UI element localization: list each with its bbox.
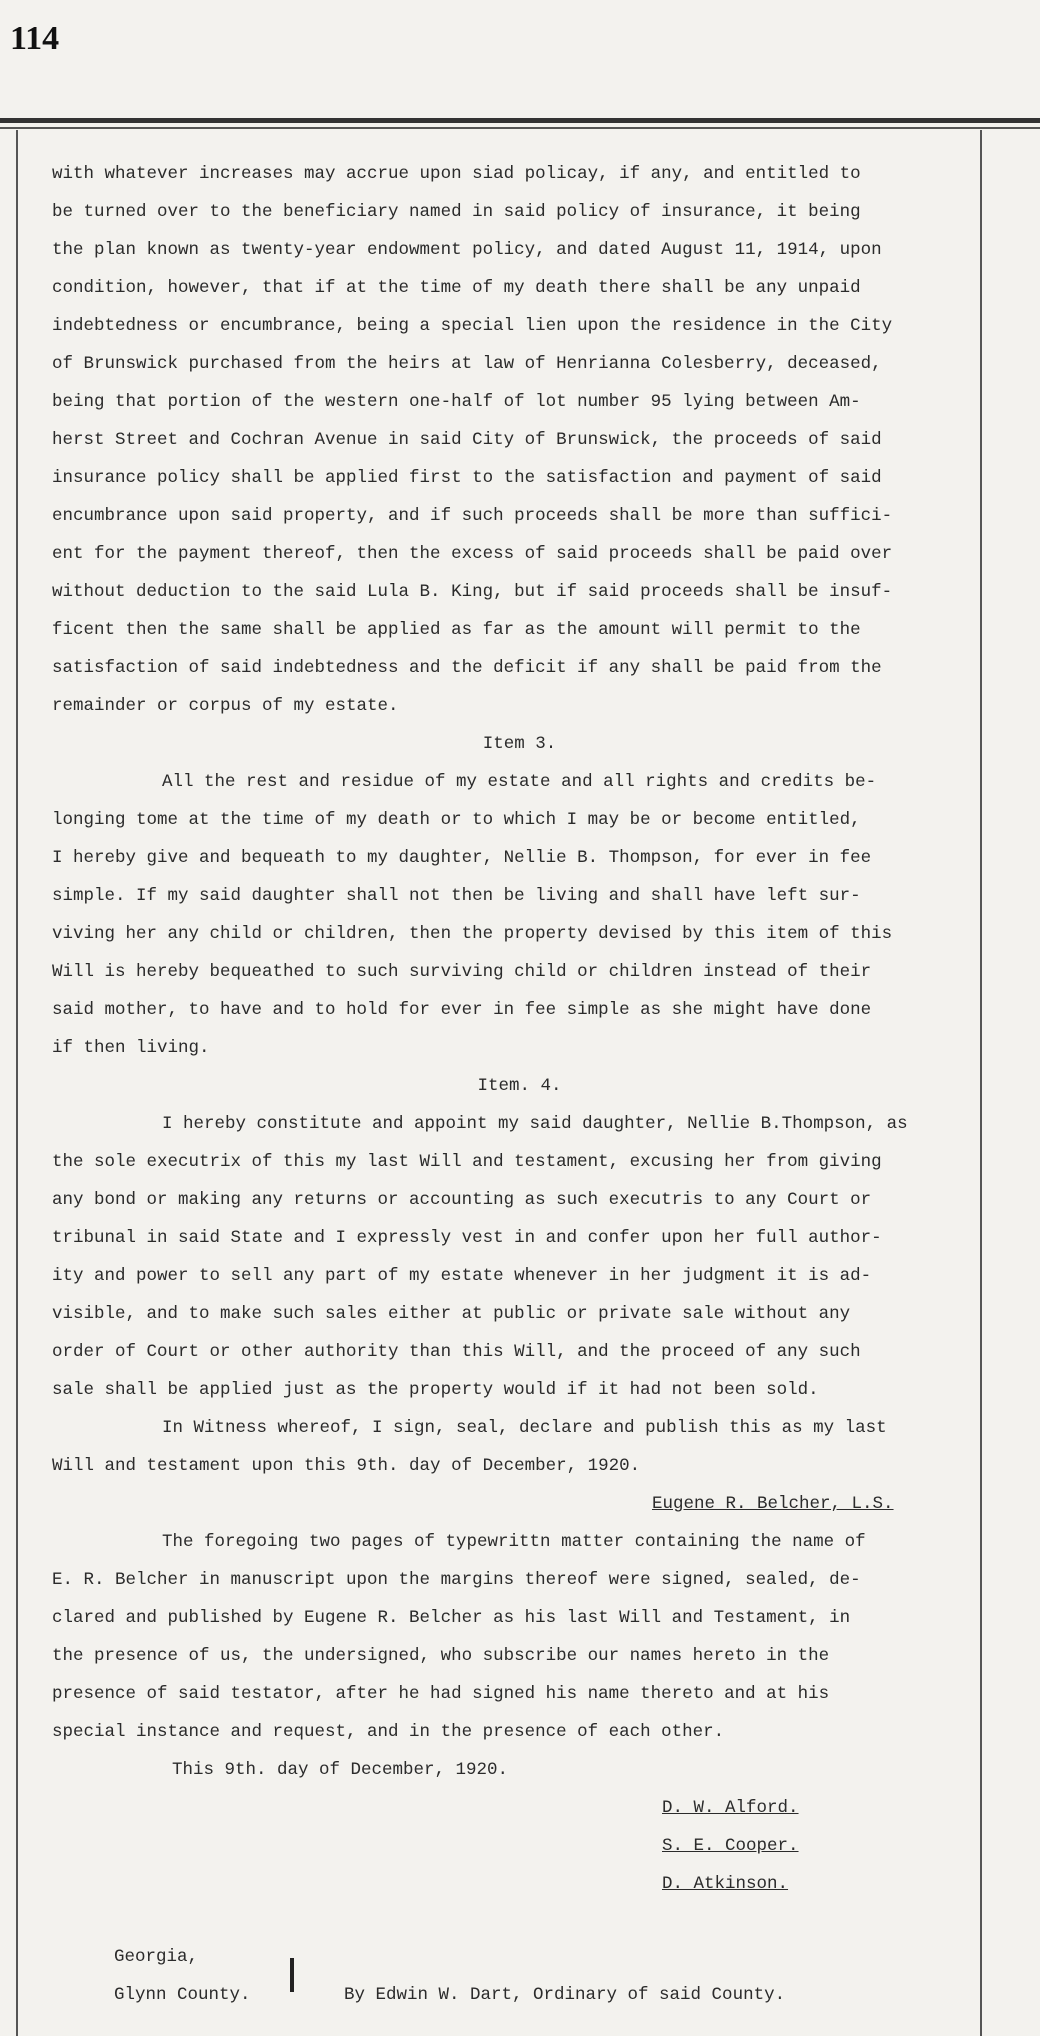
footer-ordinary: By Edwin W. Dart, Ordinary of said County. [344,1985,786,2005]
top-rule-thick [0,118,1040,123]
footer-state: Georgia, [114,1947,199,1967]
item-4-heading: Item. 4. [477,1076,562,1096]
footer-county: Glynn County. [114,1985,251,2005]
item-3-heading: Item 3. [482,734,557,754]
attestation-clause: The foregoing two pages of typewrittn matter containing the name of E. R. Belcher in manuscript upon the margins thereof were signed, sealed, de- clared and published by Eugene R. Belcher as his last Will and Testament, in the presence of us, the undersigned, who subscribe our names hereto in the presence of said testator, after he had signed his name thereto and at his special instance and request, and in the presence of each other. [52,1532,866,1742]
left-margin-line [16,130,18,2036]
witness-signature: S. E. Cooper. [662,1836,799,1856]
item-4-paragraph: I hereby constitute and appoint my said daughter, Nellie B.Thompson, as the sole executrix of this my last Will and testament, excusing her from giving any bond or making any returns or accounting as such executris to any Court or tribunal in said State and I expressly vest in and confer upon her full author- ity and power to sell any part of my estate whenever in her judgment it is ad- visible, and to make such sales either at public or private sale without any order of Court or other authority than this Will, and the proceed of any such sale shall be applied just as the property would if it had not been sold. [52,1114,908,1400]
will-body [52,155,987,1903]
paragraph-1: with whatever increases may accrue upon siad policay, if any, and entitled to be turned over to the beneficiary named in said policy of insurance, it being the plan known as twenty-year endowment policy, and dated August 11, 1914, upon condition, however, that if at the time of my death there shall be any unpaid indebtedness or encumbrance, being a special lien upon the residence in the City of Brunswick purchased from the heirs at law of Henrianna Colesberry, deceased, being that portion of the western one-half of lot number 95 lying between Am- herst Street and Cochran Avenue in said City of Brunswick, the proceeds of said insurance policy shall be applied first to the satisfaction and payment of said encumbrance upon said property, and if such proceeds shall be more than suffici- ent for the payment thereof, then the excess of said proceeds shall be paid over without deduction to the said Lula B. King, but if said proceeds shall be insuf- ficent then the same shall be applied as far as the amount will permit to the satisfaction of said indebtedness and the deficit if any shall be paid from the remainder or corpus of my estate. [52,164,893,716]
witness-signature: D. W. Alford. [662,1798,799,1818]
footer-bracket [290,1958,294,1992]
page-number: 114 [10,20,60,57]
item-3-paragraph: All the rest and residue of my estate and all rights and credits be- longing tome at the time of my death or to which I may be or become entitled, I hereby give and bequeath to my daughter, Nellie B. Thompson, for ever in fee simple. If my said daughter shall not then be living and shall have left sur- viving her any child or children, then the property devised by this item of this Will is hereby bequeathed to such surviving child or children instead of their said mother, to have and to hold for ever in fee simple as she might have done if then living. [52,772,893,1058]
probate-footer [114,1938,964,2014]
testator-signature: Eugene R. Belcher, L.S. [652,1494,894,1514]
top-rule-thin [0,127,1040,129]
witness-clause: In Witness whereof, I sign, seal, declare and publish this as my last Will and testament upon this 9th. day of December, 1920. [52,1418,887,1476]
attestation-date: This 9th. day of December, 1920. [172,1760,509,1780]
witness-signature: D. Atkinson. [662,1874,789,1894]
witness-signatures [52,1789,987,1903]
